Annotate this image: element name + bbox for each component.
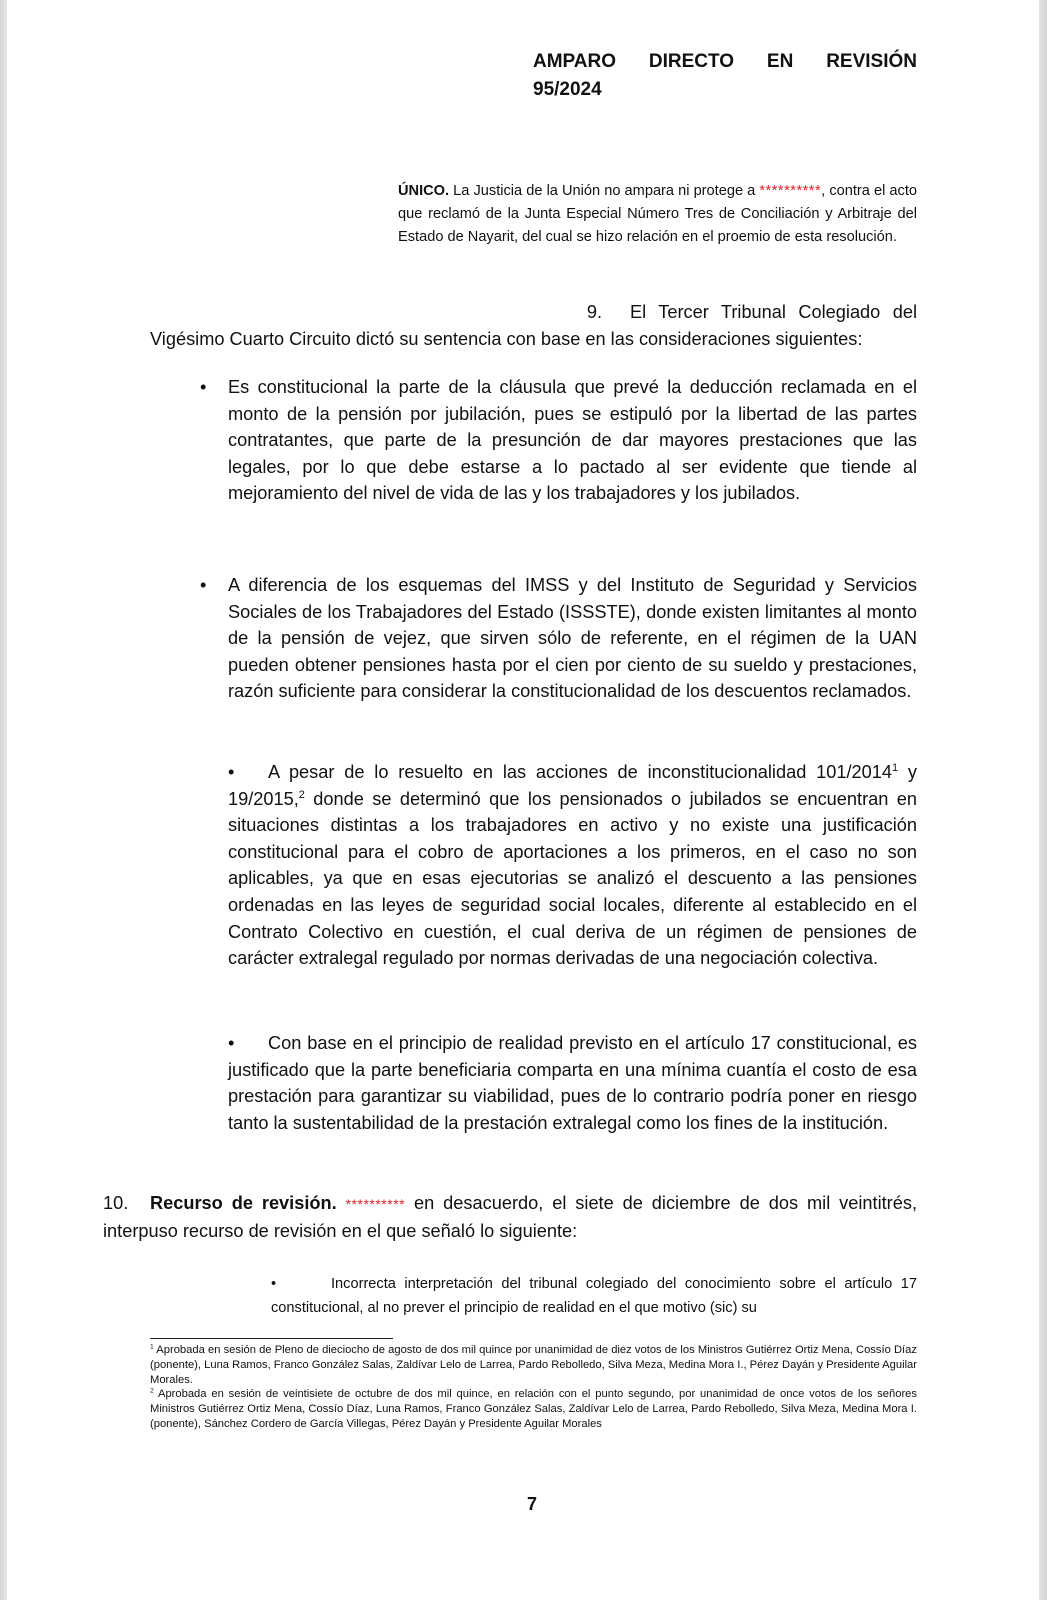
footnote-ref-1[interactable]: 1 (892, 761, 899, 774)
bullet-icon: • (228, 1033, 235, 1053)
page-edge-right (1039, 0, 1047, 1600)
consideration-text: y 19/2015, (228, 762, 917, 809)
redacted-name: ********** (759, 183, 822, 199)
page-edge-left (0, 0, 7, 1600)
bullet-icon: • (271, 1276, 277, 1292)
footnote-mark: 2 (150, 1387, 154, 1395)
consideration-text: Con base en el principio de realidad previsto en el artículo 17 constitucional, es justificado que la parte beneficiaria comparta en una mínima cuantía el costo de esa prestación para garantizar su viabilidad, pues de lo contrario podría poner en riesgo tanto la sustentabilidad de la prestación extralegal como los fines de la institución. (228, 1033, 917, 1133)
paragraph-10 (103, 1190, 917, 1244)
paragraph-9 (150, 299, 917, 352)
appeal-text: Incorrecta interpretación del tribunal colegiado del conocimiento sobre el artículo 17 constitucional, al no prever el principio de realidad en el que motivo (sic) su (271, 1276, 917, 1316)
bullet-icon: • (200, 575, 207, 595)
resolutive-label: ÚNICO. (398, 183, 450, 199)
consideration-item (228, 759, 917, 972)
case-title: AMPARO DIRECTO EN REVISIÓN (533, 51, 917, 72)
consideration-text: Es constitucional la parte de la cláusula que prevé la deducción reclamada en el monto de la pensión por jubilación, pues se estipuló por la libertad de las partes contratantes, que parte de la presunción de dar mayores prestaciones que las legales, por lo que debe estarse a lo pactado al ser evidente que tiende al mejoramiento del nivel de vida de las y los trabajadores y los jubilados. (228, 377, 917, 504)
paragraph-text: en desacuerdo, el siete de diciembre de dos mil veintitrés, interpuso recurso de revisión en el que señaló lo siguiente: (103, 1193, 917, 1241)
consideration-item (200, 374, 917, 507)
consideration-item (200, 572, 917, 705)
footnote-text: Aprobada en sesión de Pleno de dieciocho de agosto de dos mil quince por unanimidad de diez votos de los Ministros Gutiérrez Ortiz Mena, Cossío Díaz (ponente), Luna Ramos, Franco González Salas, Zaldívar Lelo de Larrea, Pardo Rebolledo, Silva Meza, Medina Mora I., Pérez Dayán y Presidente Aguilar Morales. (150, 1344, 917, 1386)
footnote-mark: 1 (150, 1343, 154, 1351)
resolutive-text-after: , contra el acto que reclamó de la Junta Especial Número Tres de Conciliación y Arbitraje del Estado de Nayarit, del cual se hizo relación en el proemio de esta resolución. (398, 183, 917, 245)
paragraph-text: El Tercer Tribunal Colegiado del Vigésimo Cuarto Circuito dictó su sentencia con base en las consideraciones siguientes: (150, 302, 917, 349)
footnote-ref-2[interactable]: 2 (298, 788, 305, 801)
footnote-text: Aprobada en sesión de veintisiete de octubre de dos mil quince, en relación con el punto segundo, por unanimidad de once votos de los señores Ministros Gutiérrez Ortiz Mena, Cossío Díaz, Luna Ramos, Franco González Salas, Zaldívar Lelo de Larrea, Pardo Rebolledo, Silva Meza, Medina Mora I. (ponente), Sánchez Cordero de García Villegas, Pérez Dayán y Presidente Aguilar Morales (150, 1388, 917, 1430)
paragraph-number: 9. (586, 302, 602, 322)
consideration-text: A diferencia de los esquemas del IMSS y del Instituto de Seguridad y Servicios Sociales de los Trabajadores del Estado (ISSSTE), donde existen limitantes al monto de la pensión de vejez, que sirven sólo de referente, en el régimen de la UAN pueden obtener pensiones hasta por el cien por ciento de su sueldo y prestaciones, razón suficiente para considerar la constitucionalidad de los descuentos reclamados. (228, 575, 917, 702)
consideration-item (228, 1030, 917, 1136)
resolutive-point (398, 180, 917, 249)
bullet-icon: • (200, 377, 207, 397)
appeal-point (271, 1272, 917, 1320)
resolutive-text-before: La Justicia de la Unión no ampara ni protege a (449, 183, 760, 199)
page-number: 7 (526, 1494, 537, 1514)
redacted-name: ********** (345, 1196, 406, 1212)
bullet-icon: • (228, 762, 235, 782)
consideration-text: donde se determinó que los pensionados o jubilados se encuentran en situaciones distintas a los trabajadores en activo y no existe una justificación constitucional para el cobro de aportaciones a los primeros, en el caso no son aplicables, ya que en esas ejecutorias se analizó el descuento a las pensiones ordenadas en las leyes de seguridad social locales, diferente al establecido en el Contrato Colectivo en cuestión, el cual deriva de un régimen de pensiones de carácter extralegal regulado por normas derivadas de una negociación colectiva. (228, 788, 917, 969)
case-number: 95/2024 (533, 79, 602, 100)
document-header (533, 48, 917, 104)
footnote-1 (150, 1343, 917, 1387)
footnote-separator (150, 1338, 393, 1339)
consideration-text: A pesar de lo resuelto en las acciones de inconstitucionalidad 101/2014 (268, 762, 892, 782)
section-label: Recurso de revisión. (150, 1193, 337, 1213)
footnotes (150, 1343, 917, 1432)
paragraph-number: 10. (103, 1193, 129, 1213)
footnote-2 (150, 1387, 917, 1431)
